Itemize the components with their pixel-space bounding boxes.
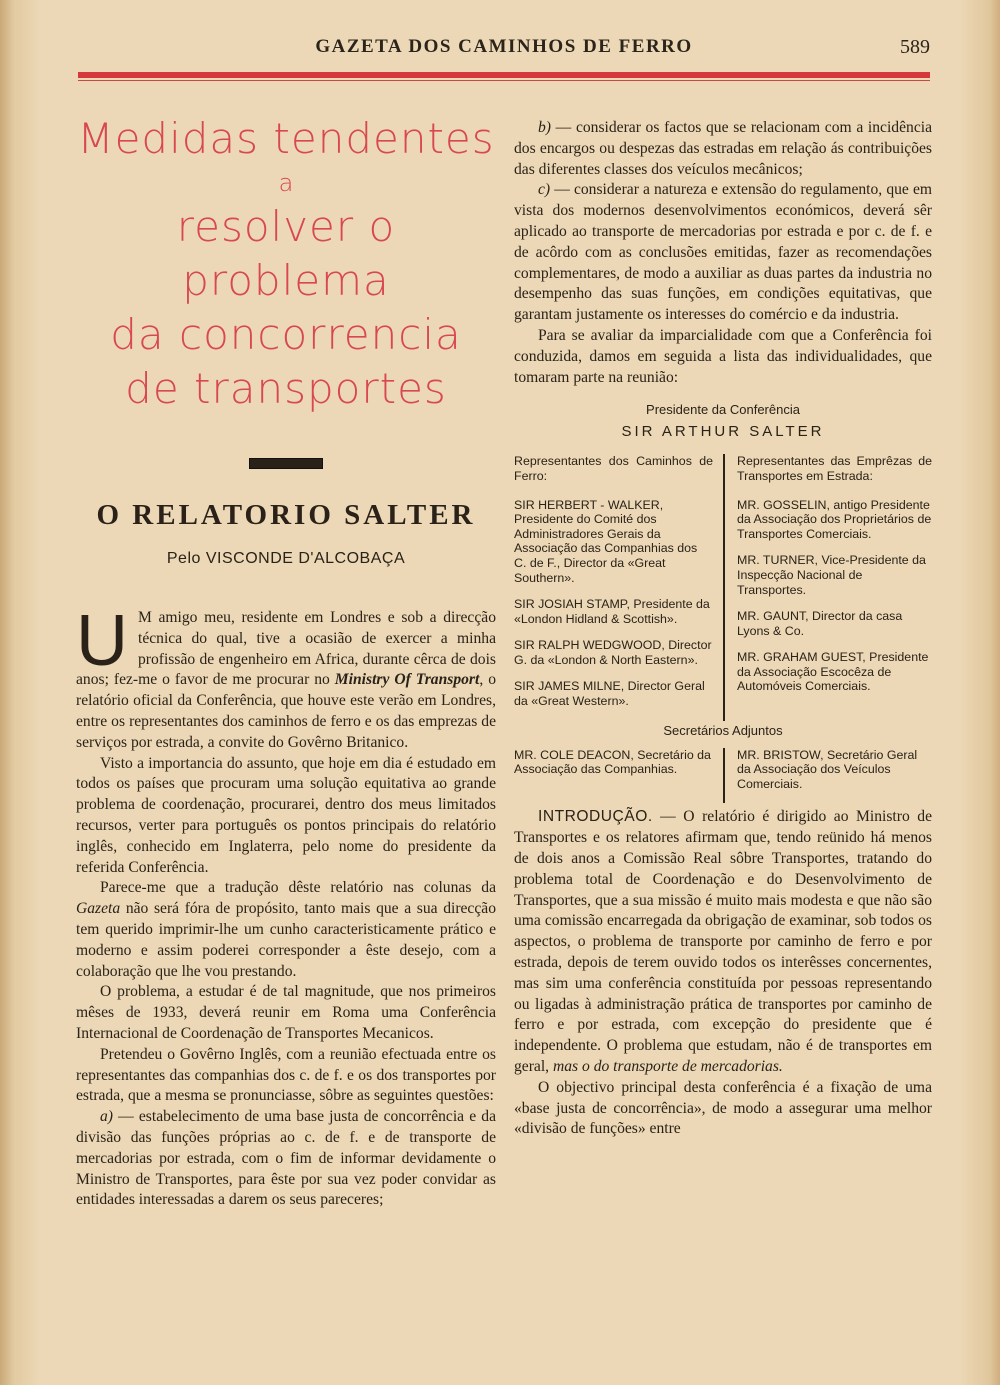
list-item: SIR JAMES MILNE, Director Geral da «Great Western». — [514, 679, 705, 709]
introduction-text — [514, 807, 932, 1140]
running-head-title: GAZETA DOS CAMINHOS DE FERRO — [315, 36, 693, 57]
intro-heading: INTRODUÇÃO. — [538, 808, 653, 826]
secretary-left — [514, 748, 723, 804]
title-line-2: a — [278, 169, 294, 197]
paragraph: Parece-me que a tradução dêste relatório nas colunas da Gazeta não será fóra de propósito, tanto mais que a sua direcção tem querido imprimir-lhe um cunho caracteristicamente prático e moderno e assim poderei corresponder a êste desejo, com a colaboração que lhe vou prestando. — [76, 879, 496, 980]
paragraph: O objectivo principal desta conferência é a fixação de uma «base justa de concorrência», de modo a assegurar uma melhor «divisão de funções» entre — [514, 1078, 932, 1138]
list-item: SIR HERBERT - WALKER, Presidente do Comité dos Administradores Gerais da Associação das Companhias dos C. de F., Director da «Great Southern». — [514, 497, 698, 585]
page-number: 589 — [900, 36, 930, 58]
paragraph: Pretendeu o Govêrno Inglês, com a reunião efectuada entre os representantes das companhias dos c. de f. e os dos transportes por estrada, que a mesma se pronunciasse, sôbre as seguintes questões: — [76, 1045, 496, 1105]
road-representatives — [723, 454, 932, 720]
secretary-right — [723, 748, 932, 804]
right-body-text — [514, 118, 932, 388]
left-body-text — [76, 601, 496, 1211]
header-rule — [78, 72, 930, 78]
paragraph: Para se avaliar da imparcialidade com que a Conferência foi conduzida, damos em seguida a lista das individualidades, que tomaram parte na reunião: — [514, 326, 932, 386]
rail-representatives — [514, 454, 723, 720]
list-item: MR. COLE DEACON, Secretário da Associação das Companhias. — [514, 747, 711, 777]
secretaries-roster — [514, 748, 932, 804]
article-subtitle: O RELATORIO SALTER — [96, 499, 476, 531]
road-heading: Representantes das Emprêzas de Transportes em Estrada: — [737, 454, 932, 483]
header-rule-thin — [78, 80, 930, 81]
title-line-4: da concorrencia — [110, 310, 462, 359]
title-line-5: de transportes — [125, 364, 447, 413]
paragraph: Visto a importancia do assunto, que hoje em dia é estudado em todos os países que procuram uma solução equitativa ao grande problema de coordenação, procurarei, dentro dos meus limitados recursos, verter para português os pontos principais do relatório inglês, conhecido em Inglaterra, pelo nome do presidente da referida Conferência. — [76, 754, 496, 876]
list-item: MR. GAUNT, Director da casa Lyons & Co. — [737, 609, 903, 638]
list-item: MR. TURNER, Vice-Presidente da Inspecção Nacional de Transportes. — [737, 553, 926, 597]
list-item: SIR RALPH WEDGWOOD, Director G. da «London & North Eastern». — [514, 638, 712, 667]
left-column — [76, 112, 496, 1211]
article-title — [76, 112, 496, 416]
list-item: SIR JOSIAH STAMP, Presidente da «London Hidland & Scottish». — [514, 597, 710, 626]
title-line-1: Medidas tendentes — [77, 114, 495, 163]
rail-heading: Representantes dos Caminhos de Ferro: — [514, 454, 713, 483]
president-label: Presidente da Conferência — [646, 402, 800, 418]
list-item: MR. GOSSELIN, antigo Presidente da Associação dos Proprietários de Transportes Comerciais. — [737, 497, 932, 541]
drop-cap: U — [76, 601, 128, 681]
title-divider — [249, 458, 323, 469]
list-item: MR. GRAHAM GUEST, Presidente da Associação Escocêza de Automóveis Comerciais. — [737, 650, 929, 694]
paragraph: c) — considerar a natureza e extensão do regulamento, que em vista dos modernos desenvolvimentos económicos, deverá sêr aplicado ao transporte de mercadorias por estrada e por c. de f. e de acôrdo com as conclusões emitidas, fazer as recomendações complementares, de modo a auxiliar as duas partes da industria no desempenho das suas funções, em condições equitativas, que garantam justamente os interesses do comércio e da industria. — [514, 181, 932, 324]
participants-roster — [514, 454, 932, 720]
president-name: SIR ARTHUR SALTER — [621, 423, 825, 441]
secretaries-label: Secretários Adjuntos — [663, 722, 783, 738]
running-header — [78, 34, 930, 64]
paragraph: b) — considerar os factos que se relacionam com a incidência dos encargos ou despezas das estradas em relação ás contribuições das diferentes classes dos veículos mecânicos; — [514, 119, 932, 178]
title-line-3: resolver o problema — [176, 202, 396, 305]
right-column — [514, 118, 932, 1140]
list-item: MR. BRISTOW, Secretário Geral da Associação dos Veículos Comerciais. — [737, 747, 918, 791]
paragraph: INTRODUÇÃO. — O relatório é dirigido ao Ministro de Transportes e os relatores afirmam que, tendo reünido há menos de dois anos a Comissão Real sôbre Transportes, tratando do problema total de Coordenação e do Desenvolvimento de Transportes, que a sua missão é muito mais modesta e que não são uma comissão encarregada da obrigação de examinar, sob todos os aspectos, o problema de transporte por caminho de ferro e por estrada, depois de terem ouvido todos os interêsses concernentes, mas sim uma conferência constituída por pessoas representando ou ligadas à administração prática de transportes por caminho de ferro e por estrada, com excepção do presidente que é independente. O problema que estudam, não é de transportes em geral, mas o do transporte de mercadorias. — [514, 808, 932, 1076]
paragraph: O problema, a estudar é de tal magnitude, que nos primeiros mêses de 1933, deverá reunir em Roma uma Conferência Internacional de Coordenação de Transportes Mecanicos. — [76, 983, 496, 1042]
paragraph: a) — estabelecimento de uma base justa de concorrência e da divisão das funções próprias ao c. de f. e de transporte de mercadorias por estrada, com o fim de informar devidamente o Ministro de Transportes, para êste por sua vez poder convidar as entidades interessadas a darem os seus pareceres; — [76, 1108, 496, 1209]
byline: Pelo VISCONDE D'ALCOBAÇA — [166, 550, 406, 567]
paragraph: U M amigo meu, residente em Londres e sob a direcção técnica do qual, tive a ocasião de exercer a minha profissão de engenheiro em Africa, durante cêrca de dois anos; fez-me o favor de me procurar no Ministry Of Transport, o relatório oficial da Conferência, que houve este verão em Londres, entre os representantes dos caminhos de ferro e os das emprezas de serviços por estrada, a convite do Govêrno Britanico. — [76, 601, 496, 751]
